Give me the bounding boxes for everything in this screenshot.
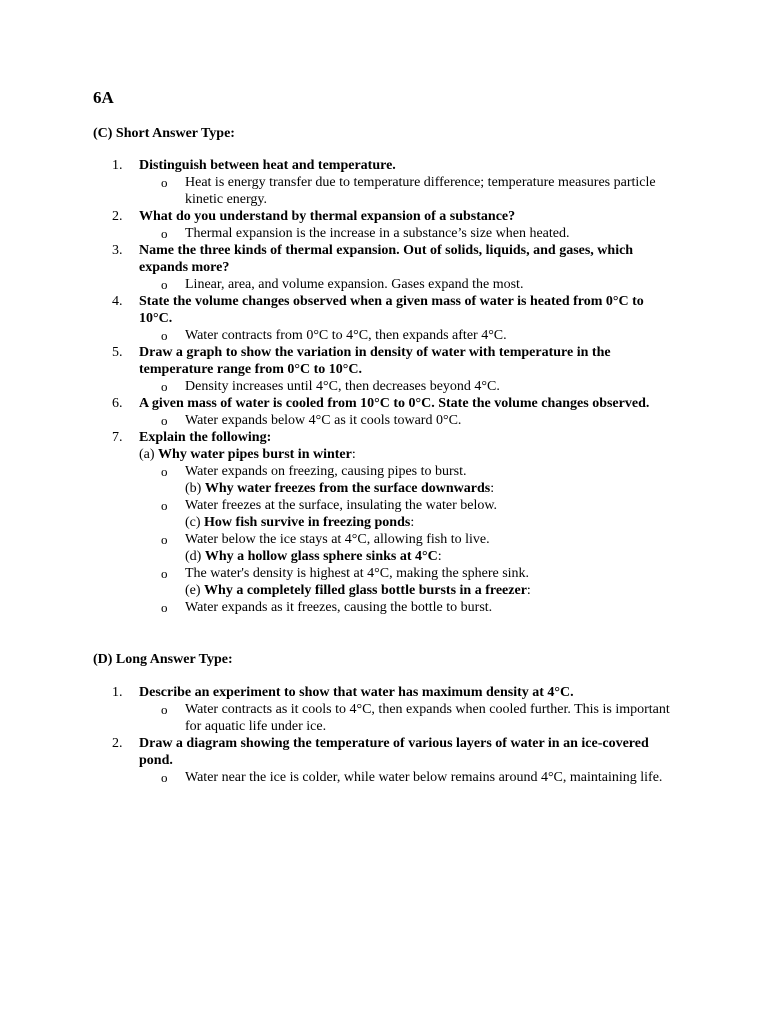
- page-title: 6A: [93, 88, 114, 107]
- subpart-colon: :: [410, 515, 415, 530]
- question-text: Draw a graph to show the variation in density of water with temperature in the temperature range from 0°C to 10°C.: [139, 345, 611, 377]
- question-item: [0, 208, 768, 242]
- subpart-label: (e): [185, 583, 205, 598]
- subpart-title: Why water pipes burst in winter: [158, 447, 352, 462]
- question-number: 2.: [112, 736, 123, 751]
- subpart-title: Why water freezes from the surface downwards: [204, 481, 491, 496]
- answer-item: [139, 565, 675, 582]
- question-item: [0, 293, 768, 344]
- answer-list: [139, 412, 768, 429]
- answer-item: [139, 599, 675, 616]
- answer-text: Water expands as it freezes, causing the bottle to burst.: [185, 600, 493, 615]
- answer-list: [139, 225, 768, 242]
- short-answer-list: [0, 157, 768, 616]
- subpart-label: (a): [139, 447, 159, 462]
- answer-list: [139, 174, 768, 208]
- subpart-heading: [139, 548, 768, 565]
- subpart-heading: [139, 514, 768, 531]
- subpart-colon: :: [437, 549, 442, 564]
- subpart-label: (b): [185, 481, 205, 496]
- subpart-colon: :: [526, 583, 531, 598]
- answer-list: [139, 463, 768, 480]
- answer-text: Linear, area, and volume expansion. Gases expand the most.: [185, 277, 524, 292]
- subpart-title: Why a hollow glass sphere sinks at 4°C: [204, 549, 438, 564]
- answer-text: Water expands below 4°C as it cools toward 0°C.: [185, 413, 462, 428]
- subpart-heading: [139, 446, 768, 463]
- question-number: 6.: [112, 396, 123, 411]
- answer-text: Density increases until 4°C, then decreases beyond 4°C.: [185, 379, 500, 394]
- answer-item: [139, 701, 675, 735]
- subpart-label: (c): [185, 515, 205, 530]
- bullet-icon: o: [161, 175, 168, 190]
- answer-list: [139, 565, 768, 582]
- answer-text: Heat is energy transfer due to temperature difference; temperature measures particle kinetic energy.: [185, 175, 656, 207]
- subpart-colon: :: [351, 447, 356, 462]
- question-number: 3.: [112, 243, 123, 258]
- question-number: 7.: [112, 430, 123, 445]
- bullet-icon: o: [161, 770, 168, 785]
- answer-text: Water contracts as it cools to 4°C, then expands when cooled further. This is important for aquatic life under ice.: [185, 702, 670, 734]
- answer-list: [139, 327, 768, 344]
- question-number: 2.: [112, 209, 123, 224]
- bullet-icon: o: [161, 328, 168, 343]
- answer-item: [139, 225, 675, 242]
- answer-list: [139, 531, 768, 548]
- subpart-heading: [139, 582, 768, 599]
- question-item: [0, 429, 768, 616]
- answer-item: [139, 531, 675, 548]
- answer-text: Water freezes at the surface, insulating the water below.: [185, 498, 498, 513]
- answer-text: Water contracts from 0°C to 4°C, then expands after 4°C.: [185, 328, 507, 343]
- question-text: What do you understand by thermal expansion of a substance?: [139, 209, 516, 224]
- answer-list: [139, 701, 768, 735]
- answer-item: [139, 463, 675, 480]
- subpart-title: How fish survive in freezing ponds: [204, 515, 411, 530]
- answer-item: [139, 497, 675, 514]
- bullet-icon: o: [161, 464, 168, 479]
- subpart-heading: [139, 480, 768, 497]
- question-text: Explain the following:: [139, 430, 272, 445]
- question-number: 1.: [112, 685, 123, 700]
- bullet-icon: o: [161, 600, 168, 615]
- question-text: Draw a diagram showing the temperature of various layers of water in an ice-covered pond.: [139, 736, 649, 768]
- answer-item: [139, 276, 675, 293]
- answer-list: [139, 378, 768, 395]
- answer-text: Thermal expansion is the increase in a substance’s size when heated.: [185, 226, 570, 241]
- question-text: State the volume changes observed when a given mass of water is heated from 0°C to 10°C.: [139, 294, 644, 326]
- bullet-icon: o: [161, 532, 168, 547]
- answer-item: [139, 327, 675, 344]
- answer-list: [139, 276, 768, 293]
- subpart-label: (d): [185, 549, 205, 564]
- answer-text: Water expands on freezing, causing pipes to burst.: [185, 464, 467, 479]
- answer-list: [139, 769, 768, 786]
- answer-list: [139, 497, 768, 514]
- bullet-icon: o: [161, 566, 168, 581]
- question-number: 1.: [112, 158, 123, 173]
- question-text: Name the three kinds of thermal expansion. Out of solids, liquids, and gases, which expands more?: [139, 243, 634, 275]
- question-item: [0, 344, 768, 395]
- answer-item: [139, 769, 675, 786]
- question-item: [0, 395, 768, 429]
- answer-text: Water below the ice stays at 4°C, allowing fish to live.: [185, 532, 490, 547]
- answer-text: Water near the ice is colder, while water below remains around 4°C, maintaining life.: [185, 770, 663, 785]
- bullet-icon: o: [161, 498, 168, 513]
- bullet-icon: o: [161, 702, 168, 717]
- subpart-colon: :: [490, 481, 495, 496]
- question-text: Describe an experiment to show that water has maximum density at 4°C.: [139, 685, 574, 700]
- answer-item: [139, 174, 675, 208]
- answer-list: [139, 599, 768, 616]
- question-item: [0, 242, 768, 293]
- question-item: [0, 735, 768, 786]
- answer-item: [139, 378, 675, 395]
- bullet-icon: o: [161, 277, 168, 292]
- section-c-heading: (C) Short Answer Type:: [93, 126, 235, 141]
- question-number: 4.: [112, 294, 123, 309]
- question-number: 5.: [112, 345, 123, 360]
- bullet-icon: o: [161, 413, 168, 428]
- question-text: Distinguish between heat and temperature.: [139, 158, 396, 173]
- bullet-icon: o: [161, 379, 168, 394]
- answer-text: The water's density is highest at 4°C, making the sphere sink.: [185, 566, 530, 581]
- long-answer-list: [0, 684, 768, 786]
- question-item: [0, 684, 768, 735]
- subpart-title: Why a completely filled glass bottle bursts in a freezer: [204, 583, 527, 598]
- question-item: [0, 157, 768, 208]
- question-text: A given mass of water is cooled from 10°C to 0°C. State the volume changes observed.: [139, 396, 650, 411]
- bullet-icon: o: [161, 226, 168, 241]
- section-d-heading: (D) Long Answer Type:: [93, 652, 233, 667]
- answer-item: [139, 412, 675, 429]
